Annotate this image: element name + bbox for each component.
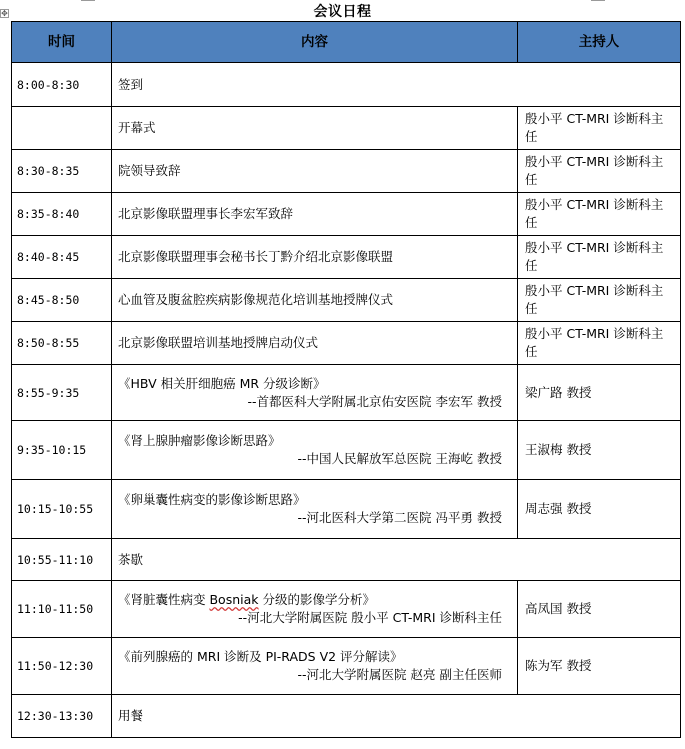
page-title: 会议日程 [313,4,372,20]
row-content: 北京影像联盟理事长李宏军致辞 [112,193,518,236]
header-time: 时间 [12,22,112,63]
row-host: 周志强 教授 [518,480,681,539]
row-host: 殷小平 CT-MRI 诊断科主任 [518,193,681,236]
lecture-speaker: --河北大学附属医院 赵亮 副主任医师 [297,667,502,682]
row-content: 北京影像联盟培训基地授牌启动仪式 [112,322,518,365]
table-row [12,279,681,322]
table-row [12,322,681,365]
row-time: 8:45-8:50 [12,279,112,322]
table-row [12,107,681,150]
row-content: 北京影像联盟理事会秘书长丁黔介绍北京影像联盟 [112,236,518,279]
table-row [12,193,681,236]
lecture-speaker: --首都医科大学附属北京佑安医院 李宏军 教授 [247,393,502,409]
row-host: 殷小平 CT-MRI 诊断科主任 [518,236,681,279]
lecture-title: 《肾上腺肿瘤影像诊断思路》 [118,433,281,448]
row-content: 用餐 [112,695,681,738]
row-content: 签到 [112,63,681,107]
table-row [12,480,681,539]
table-row [12,365,681,421]
row-host: 殷小平 CT-MRI 诊断科主任 [518,279,681,322]
row-content: 开幕式 [112,107,518,150]
row-host: 殷小平 CT-MRI 诊断科主任 [518,322,681,365]
table-row [12,695,681,738]
lecture-title: 《HBV 相关肝细胞癌 MR 分级诊断》 [118,375,326,391]
table-row [12,63,681,107]
row-time: 10:55-11:10 [12,539,112,581]
column-boundary-mark [591,0,605,1]
header-host: 主持人 [518,22,681,63]
row-time: 8:35-8:40 [12,193,112,236]
row-time [12,107,112,150]
row-host: 梁广路 教授 [518,365,681,421]
lecture-speaker: --中国人民解放军总医院 王海屹 教授 [297,451,502,466]
row-content [112,581,518,638]
column-boundary-mark [81,0,95,1]
row-host: 殷小平 CT-MRI 诊断科主任 [518,150,681,193]
row-time: 8:30-8:35 [12,150,112,193]
lecture-title-part: 《肾脏囊性病变 [118,592,210,607]
lecture-title-part: 分级的影像学分析》 [258,592,375,607]
row-content: 心血管及腹盆腔疾病影像规范化培训基地授牌仪式 [112,279,518,322]
row-time: 11:50-12:30 [12,638,112,695]
row-time: 8:50-8:55 [12,322,112,365]
table-row [12,539,681,581]
lecture-title [118,591,512,609]
lecture-speaker: --河北医科大学第二医院 冯平勇 教授 [297,510,502,525]
row-content [112,365,518,421]
lecture-speaker: --河北大学附属医院 殷小平 CT-MRI 诊断科主任 [238,610,502,625]
row-content [112,638,518,695]
table-row [12,150,681,193]
table-row [12,581,681,638]
table-row [12,236,681,279]
row-host: 陈为军 教授 [518,638,681,695]
row-host: 殷小平 CT-MRI 诊断科主任 [518,107,681,150]
agenda-table [11,21,681,738]
lecture-title: 《卵巢囊性病变的影像诊断思路》 [118,492,306,507]
row-content: 茶歇 [112,539,681,581]
lecture-title: 《前列腺癌的 MRI 诊断及 PI-RADS V2 评分解读》 [118,649,403,664]
row-time: 12:30-13:30 [12,695,112,738]
table-move-handle-icon[interactable]: ✥ [1,9,8,18]
row-time: 8:55-9:35 [12,365,112,421]
header-row [12,22,681,63]
row-time: 9:35-10:15 [12,421,112,480]
table-row [12,421,681,480]
row-content [112,480,518,539]
row-host: 高凤国 教授 [518,581,681,638]
row-time: 8:00-8:30 [12,63,112,107]
table-row [12,638,681,695]
row-time: 11:10-11:50 [12,581,112,638]
row-time: 8:40-8:45 [12,236,112,279]
row-content: 院领导致辞 [112,150,518,193]
row-host: 王淑梅 教授 [518,421,681,480]
row-content [112,421,518,480]
spellcheck-flagged-word[interactable]: Bosniak [209,592,259,607]
header-content: 内容 [112,22,518,63]
row-time: 10:15-10:55 [12,480,112,539]
